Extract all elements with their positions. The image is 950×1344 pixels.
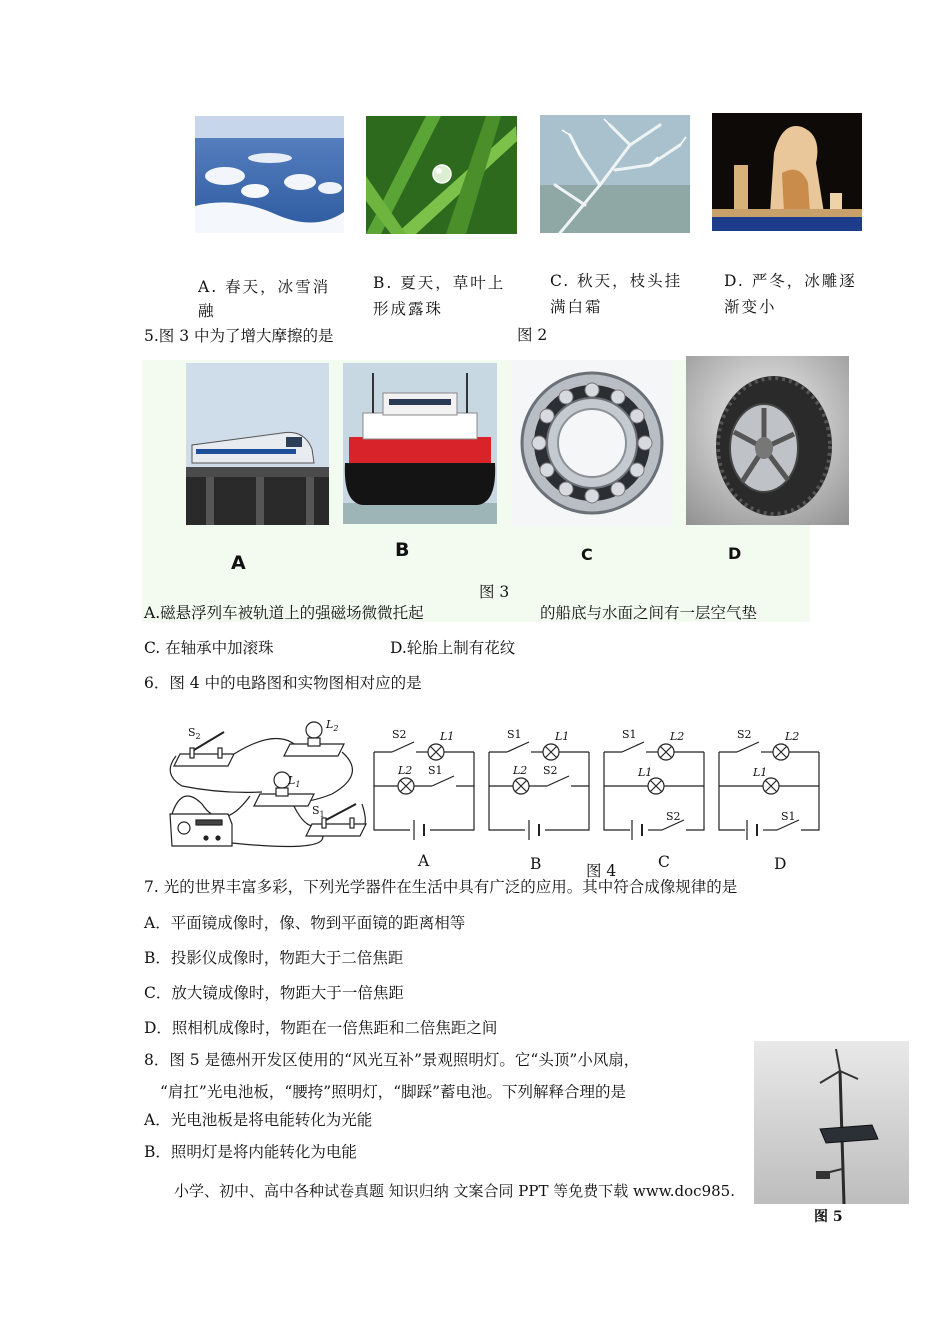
question-5-stem: 5.图 3 中为了增大摩擦的是 [144,327,334,345]
circuit-label-d: D [774,855,787,873]
fig2-option-a: A. 春天，冰雪消融 [198,278,331,320]
photo-hovercraft [343,363,497,524]
question-5-option-b: 的船底与水面之间有一层空气垫 [540,604,758,622]
question-7-option-b: B．投影仪成像时，物距大于二倍焦距 [144,949,404,967]
circuit-b [489,742,589,840]
circuit-a-top-switch-label: S2 [392,728,407,741]
figure-3-label-a: A [231,552,246,574]
real-l1-label: $L_1$ [288,774,301,789]
figure-4-circuit-schematics [370,720,830,870]
circuit-a-mid-switch-label: S1 [428,764,443,777]
circuit-c-top-switch-label: S1 [622,728,637,741]
photo-autumn-frost [540,115,690,233]
question-7-stem: 7. 光的世界丰富多彩，下列光学器件在生活中具有广泛的应用。其中符合成像规律的是 [144,878,738,896]
photo-winter-ice-sculpture [712,113,862,231]
figure-4-caption: 图 4 [586,862,617,880]
circuit-label-a: A [418,852,430,870]
real-l2-label: $L_2$ [326,718,339,733]
circuit-c [604,742,704,840]
circuit-b-top-switch-label: S1 [507,728,522,741]
circuit-a-top-lamp-label: L1 [440,730,455,743]
circuit-label-c: C [658,853,670,871]
real-s1-label: $S_1$ [312,804,325,819]
circuit-c-top-lamp-label: L2 [670,730,685,743]
circuit-b-mid-switch-label: S2 [543,764,558,777]
question-8-stem-line-1: 8．图 5 是德州开发区使用的“风光互补”景观照明灯。它“头顶”小风扇， [144,1051,640,1069]
circuit-b-top-lamp-label: L1 [555,730,570,743]
circuit-c-mid-lamp-label: L1 [638,766,653,779]
question-7-option-d: D．照相机成像时，物距在一倍焦距和二倍焦距之间 [144,1019,498,1037]
circuit-a-mid-lamp-label: L2 [398,764,413,777]
circuit-d-top-switch-label: S2 [737,728,752,741]
question-8-stem-line-2: “肩扛”光电池板，“腰挎”照明灯，“脚踩”蓄电池。下列解释合理的是 [160,1083,627,1101]
question-5-option-c: C. 在轴承中加滚珠 [144,639,274,657]
circuit-d-bottom-switch-label: S1 [781,810,796,823]
figure-5-caption: 图 5 [814,1209,843,1225]
page-footer: 小学、初中、高中各种试卷真题 知识归纳 文案合同 PPT 等免费下载 www.doc985. [174,1182,735,1200]
fig2-option-c: C. 秋天，枝头挂满白霜 [550,272,683,316]
figure-4-real-circuit [162,714,374,856]
figure-2-caption: 图 2 [517,326,548,344]
circuit-a [374,742,474,840]
photo-tire [686,356,849,525]
circuit-d [719,742,819,840]
circuit-d-top-lamp-label: L2 [785,730,800,743]
question-8-option-a: A．光电池板是将电能转化为光能 [144,1111,373,1129]
photo-summer-dew [366,116,517,234]
photo-ball-bearing [512,360,673,526]
question-5-option-d: D.轮胎上制有花纹 [390,639,516,657]
real-s2-label: $S_2$ [188,726,201,741]
circuit-b-mid-lamp-label: L2 [513,764,528,777]
question-5-option-a: A.磁悬浮列车被轨道上的强磁场微微托起 [144,604,424,622]
photo-wind-solar-street-lamp [754,1041,909,1204]
circuit-d-mid-lamp-label: L1 [753,766,768,779]
figure-3-label-d: D [728,544,742,563]
question-6-stem: 6．图 4 中的电路图和实物图相对应的是 [144,674,422,692]
figure-3-label-b: B [395,539,410,561]
question-8-option-b: B．照明灯是将内能转化为电能 [144,1143,357,1161]
figure-3-label-c: C [581,545,593,564]
fig2-option-d: D. 严冬，冰雕逐渐变小 [724,272,857,316]
circuit-c-bottom-switch-label: S2 [666,810,681,823]
photo-maglev-train [186,363,329,525]
photo-spring-snow-melting [195,116,344,233]
question-7-option-c: C．放大镜成像时，物距大于一倍焦距 [144,984,404,1002]
figure-3-caption: 图 3 [479,583,510,601]
question-7-option-a: A．平面镜成像时，像、物到平面镜的距离相等 [144,914,466,932]
circuit-label-b: B [530,855,542,873]
fig2-option-b: B. 夏天，草叶上形成露珠 [373,274,506,318]
